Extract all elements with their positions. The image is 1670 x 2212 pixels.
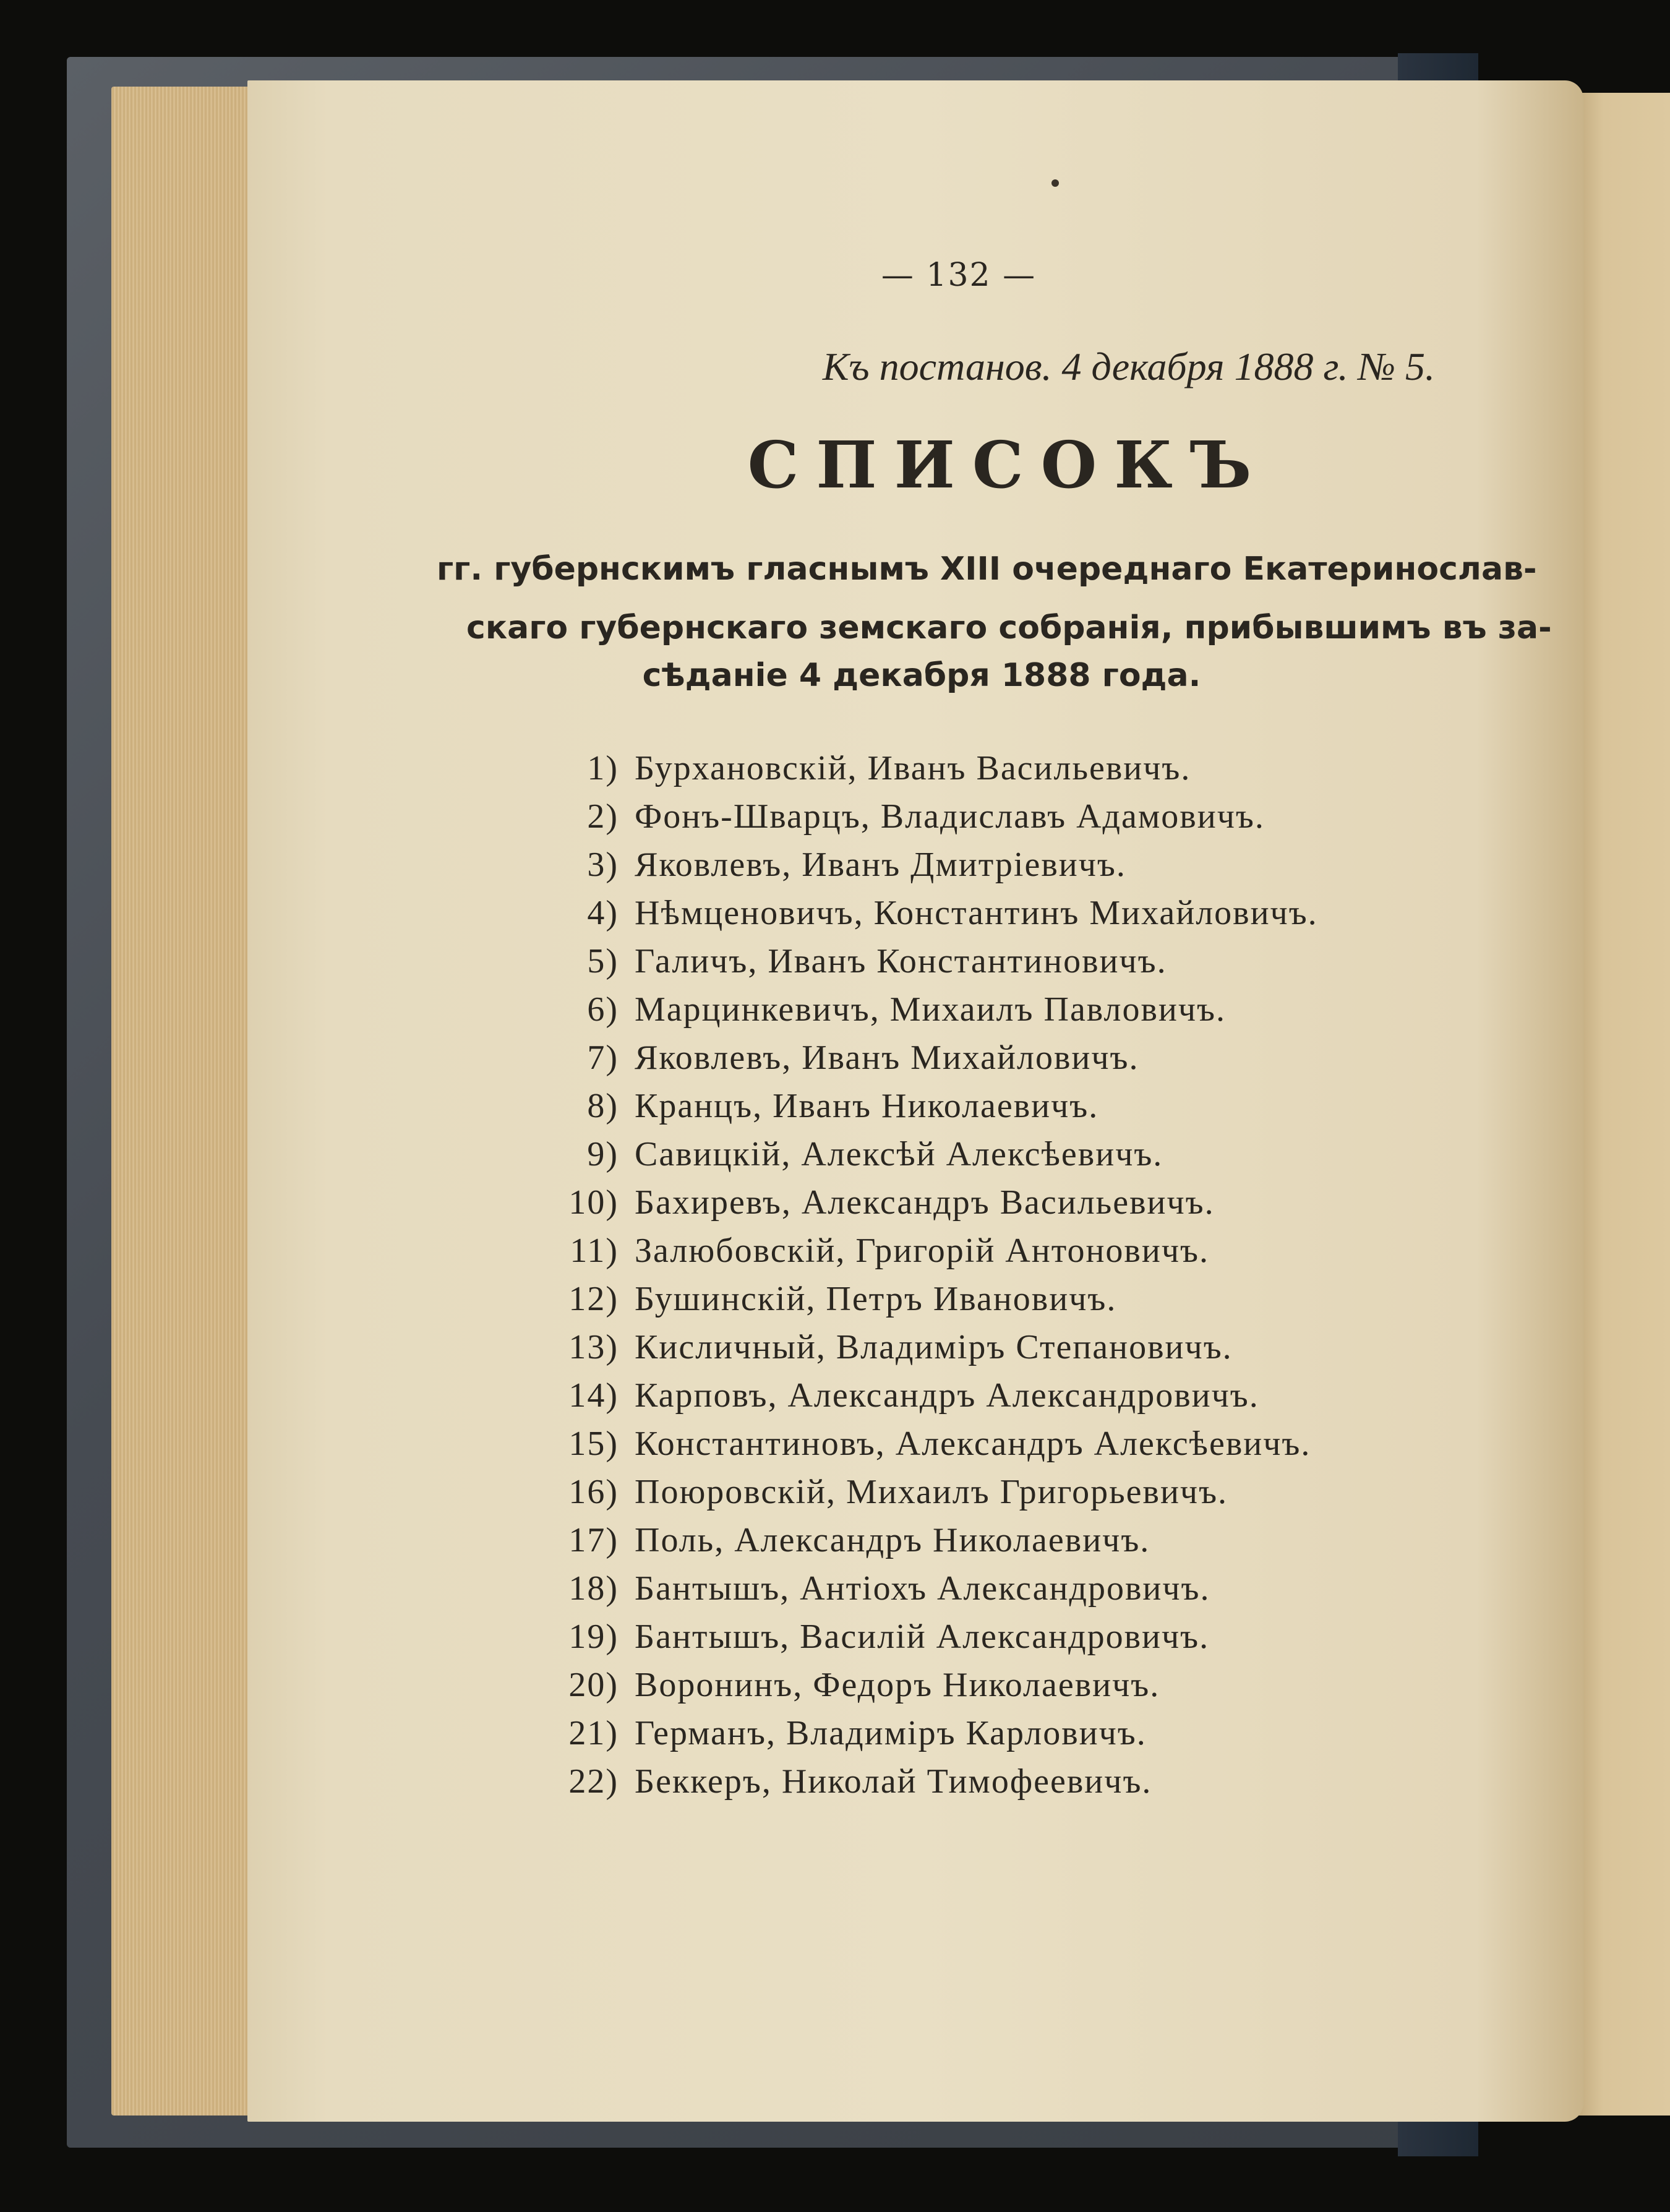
list-item-name: Бушинскій, Петръ Ивановичъ. [635,1280,1117,1318]
list-item-name: Фонъ-Шварцъ, Владиславъ Адамовичъ. [635,797,1265,836]
list-item [557,1279,1423,1327]
list-item-number: 12) [568,1280,619,1318]
list-item-name: Константиновъ, Александръ Алексѣевичъ. [635,1425,1311,1463]
list-item [557,1134,1423,1183]
list-item-number: 13) [568,1328,619,1366]
list-item-name: Поль, Александръ Николаевичъ. [635,1521,1150,1559]
list-item-number: 19) [568,1618,619,1656]
list-item-number: 16) [568,1473,619,1511]
list-item-number: 18) [568,1569,619,1608]
ink-dot [1051,179,1059,187]
list-item-name: Поюровскій, Михаилъ Григорьевичъ. [635,1473,1228,1511]
list-item-number: 11) [570,1232,619,1270]
list-item-name: Карповъ, Александръ Александровичъ. [635,1376,1259,1415]
list-item-name: Бантышъ, Василій Александровичъ. [635,1618,1210,1656]
resolution-reference: Къ постанов. 4 декабря 1888 г. № 5. [822,345,1435,388]
list-item-name: Яковлевъ, Иванъ Михайловичъ. [635,1039,1139,1077]
list-item-name: Бурхановскій, Иванъ Васильевичъ. [635,749,1191,787]
list-item-number: 1) [587,749,619,787]
list-item-number: 17) [568,1521,619,1559]
subtitle-line-1: гг. губернскимъ гласнымъ XIII очереднаго Екатеринослав- [437,551,1537,588]
list-item [557,1472,1423,1520]
list-item-number: 15) [568,1425,619,1463]
list-item-name: Марцинкевичъ, Михаилъ Павловичъ. [635,990,1226,1029]
list-item-number: 21) [568,1714,619,1752]
list-item-name: Залюбовскій, Григорій Антоновичъ. [635,1232,1209,1270]
list-item-number: 10) [568,1183,619,1222]
list-item-number: 14) [568,1376,619,1415]
list-item [557,845,1423,893]
list-item [557,1086,1423,1134]
list-item-number: 20) [568,1666,619,1704]
list-item [557,1231,1423,1279]
page-number: — 132 — [881,257,1037,294]
list-item-number: 5) [587,942,619,980]
list-item-number: 8) [587,1087,619,1125]
list-item-number: 4) [587,894,619,932]
list-item-name: Яковлевъ, Иванъ Дмитріевичъ. [635,846,1126,884]
member-list [557,748,1423,1810]
list-item [557,1520,1423,1569]
subtitle-line-2: скаго губернскаго земскаго собранія, прибывшимъ въ за- [466,609,1552,646]
list-item [557,797,1423,845]
list-item [557,1424,1423,1472]
list-item [557,1665,1423,1713]
page-edges [111,87,260,2116]
list-item [557,1038,1423,1086]
subtitle-line-3: сѣданіе 4 декабря 1888 года. [642,657,1201,694]
list-item [557,1569,1423,1617]
list-item-name: Кранцъ, Иванъ Николаевичъ. [635,1087,1099,1125]
list-item [557,893,1423,941]
list-item [557,1183,1423,1231]
list-item-name: Савицкій, Алексѣй Алексѣевичъ. [635,1135,1163,1173]
list-item [557,1617,1423,1665]
list-item [557,941,1423,990]
list-item-name: Воронинъ, Федоръ Николаевичъ. [635,1666,1160,1704]
list-item-number: 7) [587,1039,619,1077]
list-item-number: 2) [587,797,619,836]
list-item [557,1762,1423,1810]
list-item-number: 6) [587,990,619,1029]
list-item-name: Бантышъ, Антіохъ Александровичъ. [635,1569,1210,1608]
list-item-name: Галичъ, Иванъ Константиновичъ. [635,942,1167,980]
page-title: СПИСОКЪ [747,427,1269,503]
list-item [557,748,1423,797]
list-item-name: Беккеръ, Николай Тимофеевичъ. [635,1762,1152,1801]
list-item-name: Германъ, Владиміръ Карловичъ. [635,1714,1147,1752]
list-item-number: 9) [587,1135,619,1173]
list-item-name: Кисличный, Владиміръ Степановичъ. [635,1328,1233,1366]
list-item [557,1327,1423,1376]
list-item [557,1376,1423,1424]
list-item-name: Бахиревъ, Александръ Васильевичъ. [635,1183,1215,1222]
list-item-name: Нѣмценовичъ, Константинъ Михайловичъ. [635,894,1318,932]
list-item [557,1713,1423,1762]
list-item-number: 3) [587,846,619,884]
list-item-number: 22) [568,1762,619,1801]
list-item [557,990,1423,1038]
